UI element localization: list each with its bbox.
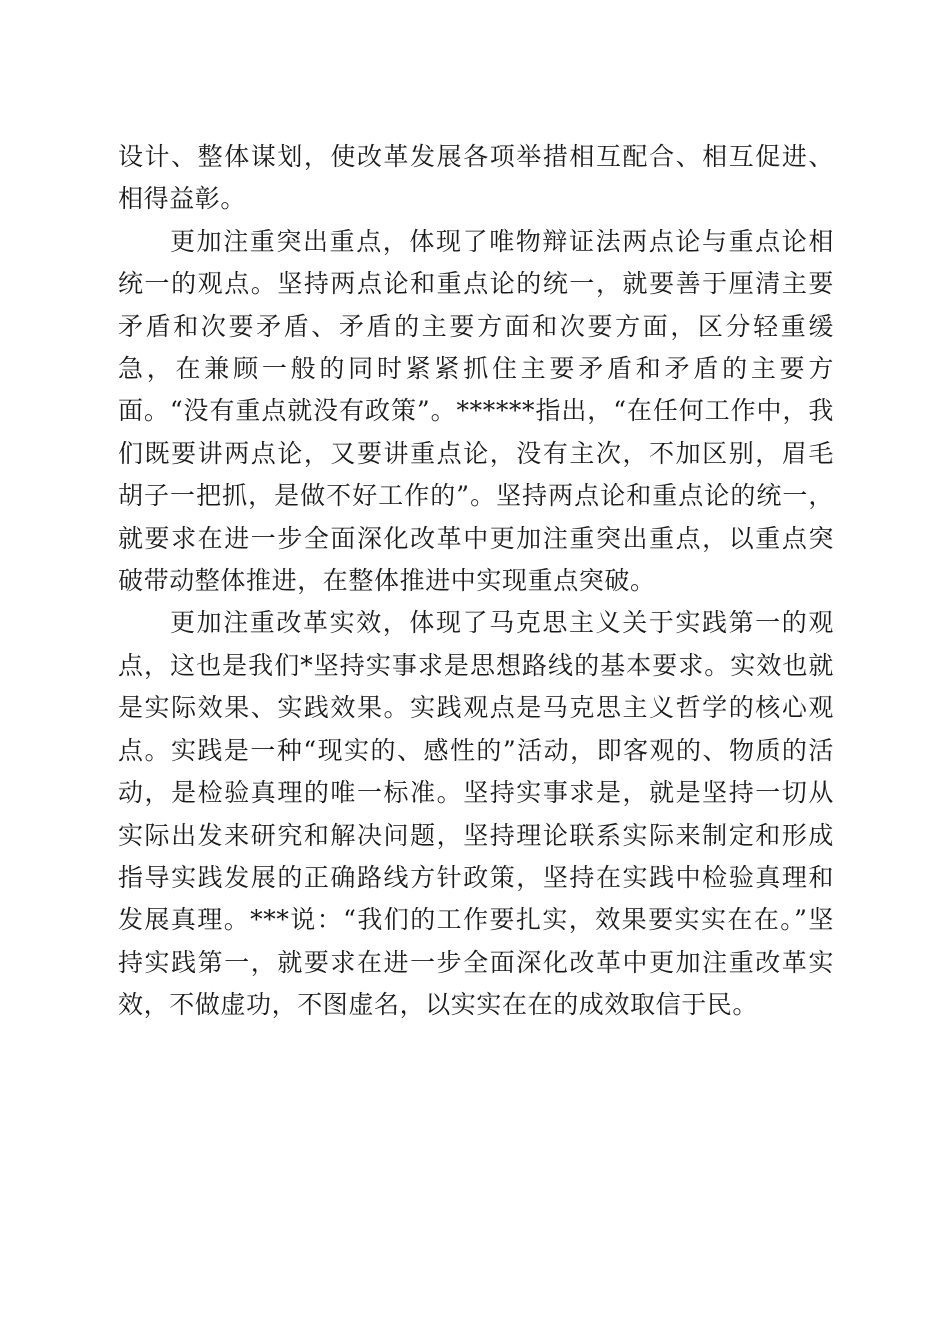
paragraph-reform-effectiveness: 更加注重改革实效，体现了马克思主义关于实践第一的观点，这也是我们*坚持实事求是思想路线的基本要求。实效也就是实际效果、实践效果。实践观点是马克思主义哲学的核心观点。实践是一种“现实的、感性的”活动，即客观的、物质的活动，是检验真理的唯一标准。坚持实事求是，就是坚持一切从实际出发来研究和解决问题，坚持理论联系实际来制定和形成指导实践发展的正确路线方针政策，坚持在实践中检验真理和发展真理。***说：“我们的工作要扎实，效果要实实在在。”坚持实践第一，就要求在进一步全面深化改革中更加注重改革实效，不做虚功，不图虚名，以实实在在的成效取信于民。 bbox=[118, 608, 834, 1020]
body-text bbox=[118, 136, 834, 1027]
paragraph-key-points: 更加注重突出重点，体现了唯物辩证法两点论与重点论相统一的观点。坚持两点论和重点论的统一，就要善于厘清主要矛盾和次要矛盾、矛盾的主要方面和次要方面，区分轻重缓急，在兼顾一般的同时紧紧抓住主要矛盾和矛盾的主要方面。“没有重点就没有政策”。******指出，“在任何工作中，我们既要讲两点论，又要讲重点论，没有主次，不加区别，眉毛胡子一把抓，是做不好工作的”。坚持两点论和重点论的统一，就要求在进一步全面深化改革中更加注重突出重点，以重点突破带动整体推进，在整体推进中实现重点突破。 bbox=[118, 226, 834, 596]
paragraph-continuation: 设计、整体谋划，使改革发展各项举措相互配合、相互促进、相得益彰。 bbox=[118, 142, 834, 214]
